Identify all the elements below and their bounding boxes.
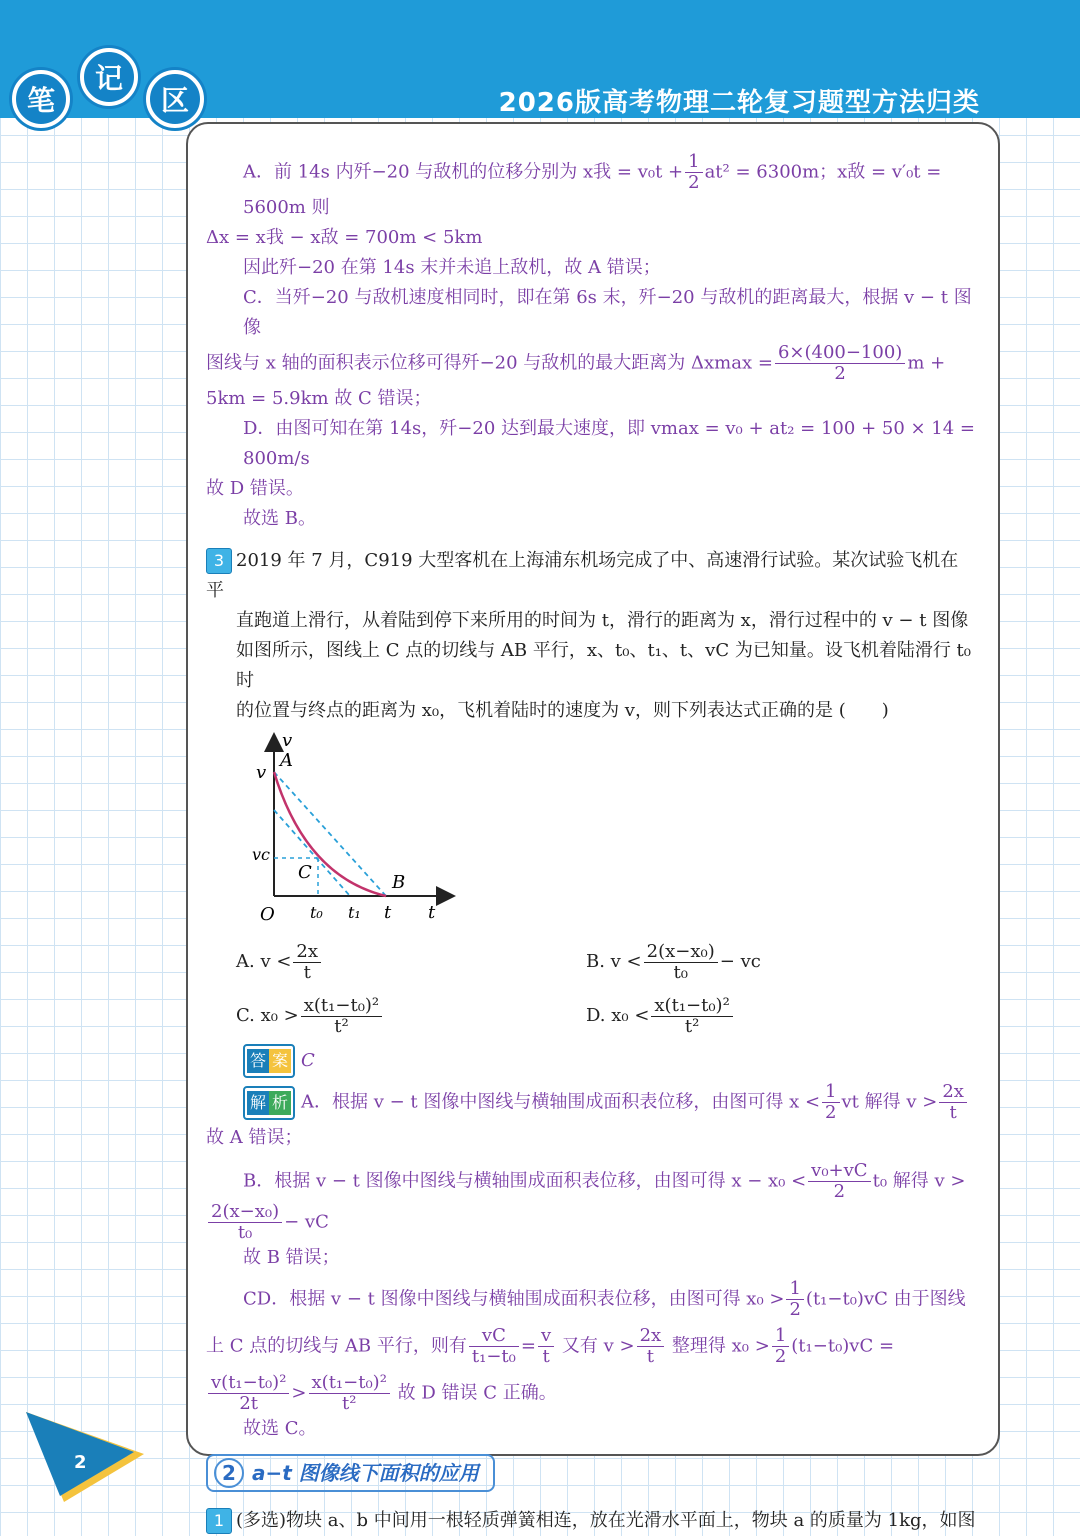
previous-solution [206,152,976,534]
text: t₀ 解得 v > [872,1170,966,1192]
text: C．当歼−20 与敌机速度相同时，即在第 6s 末，歼−20 与敌机的距离最大，根据 v − t 图像 [243,287,972,338]
text: 故 D 错误。 [206,478,304,499]
v-axis-label: v [282,732,293,751]
answer-analysis: 答 案 C 解 析 A．根据 v − t 图像中图线与横轴围成面积表位移，由图可得 x < $\frac{1}{2}$ vt 解得 v > $\frac{2x}{t}$ 故 A 错误； B．根据 v − t 图像中图线与横轴围成面积表位移，由图可得 x − x₀ < $\frac{\text{v₀+vC}}{2}$ t₀ 解得 v > $\frac{\text{2(x−x₀)}}{\text{t₀}}$ − vC 故 B 错误； CD．根据 v − t 图像中图线与横轴围成面积表位移，由图可得 x₀ > $\frac{1}{2}$ (t₁−t₀)vC 由于图线 上 C 点的切线与 AB 平行，则有 $\frac{vC}{\text{t₁−t₀}}$ = $\frac{v}{t}$ 又有 v > $\frac{2x}{t}$ 整理得 x₀ > $\frac{1}{2}$ (t₁−t₀)vC = $\frac{\text{v(t₁−t₀)²}}{2t}$ > $\frac{\text{x(t₁−t₀)²}}{\text{t²}}$ 故 D 错误 C 正确。 故选 C。 [206,1044,976,1444]
text: 故选 B。 [243,508,316,529]
text: (多选)物块 a、b 中间用一根轻质弹簧相连，放在光滑水平面上，物块 a 的质量为 1kg，如图 [236,1510,976,1531]
text: 如图所示，图线上 C 点的切线与 AB 平行，x、t₀、t₁、t、vC 为已知量。设飞机着陆滑行 t₀ 时 [236,640,971,691]
text: Δx = x我 − x敌 = 700m < 5km [206,227,483,248]
text: 故 B 错误； [243,1247,340,1268]
series-title: 2026版高考物理二轮复习题型方法归类 [498,88,980,118]
text: (t₁−t₀)vC 由于图线 [805,1288,966,1310]
t0-label: t₀ [310,903,323,922]
option-d[interactable]: D. x₀ < $\frac{\text{x(t₁−t₀)²}}{\text{t²}}$ [586,992,936,1040]
text: vt 解得 v > [841,1091,938,1113]
text: A．前 14s 内歼−20 与敌机的位移分别为 x我 = v₀t + [243,161,684,183]
text: 的位置与终点的距离为 x₀，飞机着陆时的速度为 v，则下列表达式正确的是 ( ) [236,700,889,721]
text: CD．根据 v − t 图像中图线与横轴围成面积表位移，由图可得 x₀ > [243,1288,785,1310]
question-number: 3 [206,548,232,574]
page-number: 2 [74,1452,87,1473]
text: 图线与 x 轴的面积表示位移可得歼−20 与敌机的最大距离为 Δxmax = [206,352,773,374]
question-number: 1 [206,1508,232,1534]
t-label: t [384,902,392,923]
text: B．根据 v − t 图像中图线与横轴围成面积表位移，由图可得 x − x₀ < [243,1170,807,1192]
text: 直跑道上滑行，从着陆到停下来所用的时间为 t，滑行的距离为 x，滑行过程中的 v − t 图像 [236,610,969,631]
text: 因此歼−20 在第 14s 末并未追上敌机，故 A 错误； [243,257,661,278]
options [206,938,976,1040]
vc-label: vc [252,845,270,864]
point-b-label: B [392,872,406,893]
t-axis-label: t [428,902,436,923]
option-a[interactable]: A. v < $\frac{2x}{t}$ [236,938,586,986]
page-content [206,152,976,1536]
text: 上 C 点的切线与 AB 平行，则有 [206,1335,467,1357]
text: 2019 年 7 月，C919 大型客机在上海浦东机场完成了中、高速滑行试验。某次试验飞机在平 [206,550,959,601]
option-c[interactable]: C. x₀ > $\frac{\text{x(t₁−t₀)²}}{\text{t²}}$ [236,992,586,1040]
text: − vC [284,1211,329,1233]
point-a-label: A [280,750,293,771]
tangent-line [274,810,350,896]
question-1 [206,1506,976,1536]
section-heading [206,1454,495,1492]
text: m + [907,352,946,374]
origin-label: O [260,904,275,925]
fraction: $\frac{6\times(400-100)}{2}$ [775,343,905,384]
text: 故 D 错误 C 正确。 [397,1382,557,1404]
text: at² = 6300m；x敌 = v′₀t = 5600m 则 [243,161,942,218]
point-c-label: C [298,862,312,883]
answer-tag: 答 案 [243,1044,295,1078]
badge-bi: 笔 [12,70,70,128]
section-number: 2 [214,1458,244,1488]
t1-label: t₁ [348,903,361,922]
line-ab [274,772,386,896]
section-title: a−t 图像线下面积的应用 [252,1461,479,1485]
question-3 [206,546,976,1040]
answer-value: C [301,1050,315,1071]
text: 故 A 错误； [206,1127,303,1148]
vt-graph [246,732,506,932]
badge-ji: 记 [80,48,138,106]
v-label: v [256,762,267,783]
text: D．由图可知在第 14s，歼−20 达到最大速度，即 vmax = v₀ + at₂ = 100 + 50 × 14 = 800m/s [243,418,976,469]
fraction: $\frac{1}{2}$ [685,152,702,193]
page-number-badge [26,1412,146,1502]
analysis-tag: 解 析 [243,1086,295,1120]
option-b[interactable]: B. v < $\frac{\text{2(x−x₀)}}{\text{t₀}}$ − vc [586,940,761,983]
badge-qu: 区 [146,70,204,128]
text: 5km = 5.9km 故 C 错误； [206,388,432,409]
text: A．根据 v − t 图像中图线与横轴围成面积表位移，由图可得 x < [301,1091,821,1113]
text: 故选 C。 [243,1418,317,1439]
